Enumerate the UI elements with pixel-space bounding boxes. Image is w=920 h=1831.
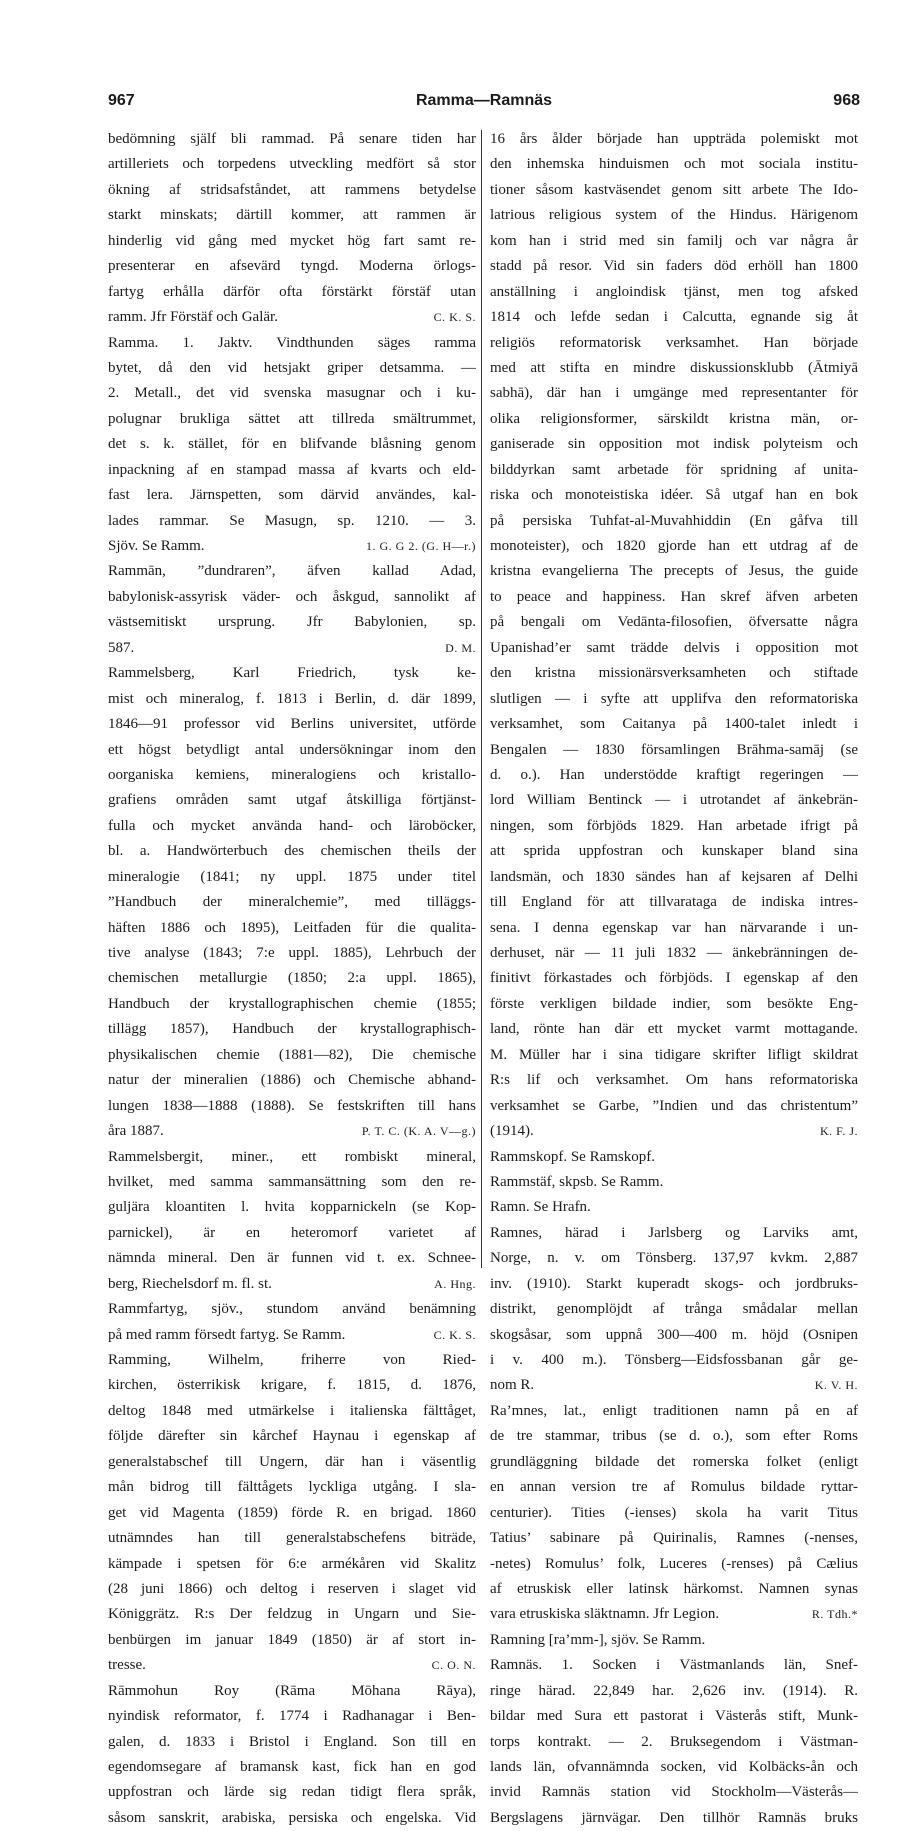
line-text: Ramnes, härad i Jarlsberg og Larviks amt, <box>490 1224 858 1241</box>
text-line <box>108 356 476 381</box>
line-text: 16 års ålder började han uppträda polemiskt mot <box>490 131 858 147</box>
text-line <box>108 152 476 177</box>
line-text: inv. (1910). Starkt kuperadt skogs- och jordbruks- <box>490 1275 858 1292</box>
line-text: nyindisk reformator, f. 1774 i Radhanagar i Ben- <box>108 1708 476 1725</box>
text-line <box>108 636 476 661</box>
text-line <box>490 1806 858 1831</box>
line-text: det s. k. stället, för en blifvande blåsning genom <box>108 436 476 453</box>
line-text: sena. I denna egenskap var han närvarande i un- <box>490 919 858 936</box>
line-text: bytet, då den vid hetsjakt griper detsamma. — <box>108 359 476 376</box>
line-text: tive analyse (1843; 7:e uppl. 1885), Lehrbuch der <box>108 945 476 961</box>
text-line <box>490 331 858 356</box>
line-text: oorganiska kemiens, mineralogiens och kristallo- <box>108 766 476 783</box>
text-line <box>108 687 476 712</box>
text-line <box>108 1628 476 1653</box>
text-line <box>490 1755 858 1780</box>
line-text: egendomsegare af bramansk kast, fick han en god <box>108 1759 476 1775</box>
line-text: ”Handbuch der mineralchemie”, med tilläggs- <box>108 894 476 911</box>
text-line <box>108 509 476 534</box>
line-text: (1914). <box>490 1123 534 1140</box>
text-line <box>490 763 858 788</box>
line-text: berg, Riechelsdorf m. fl. st. <box>108 1275 272 1292</box>
page-number-left: 967 <box>108 92 135 109</box>
text-line <box>490 1272 858 1297</box>
text-line <box>490 890 858 915</box>
text-line <box>108 1373 476 1398</box>
text-line <box>108 1297 476 1322</box>
text-line <box>490 1348 858 1373</box>
line-text: ett högst betydligt antal undersökningar inom den <box>108 741 476 758</box>
line-text: Ramn. Se Hrafn. <box>490 1199 591 1216</box>
text-line <box>108 992 476 1017</box>
line-text: uppfostran och lärde sig redan tidigt flera språk, <box>108 1784 476 1801</box>
text-line <box>490 280 858 305</box>
text-line <box>490 1475 858 1500</box>
text-line <box>108 814 476 839</box>
line-text: grafiens områden samt utgaf åtskilliga förtjänst- <box>108 792 476 809</box>
text-line <box>490 1450 858 1475</box>
text-line <box>108 661 476 686</box>
line-text: i v. 400 m.). Tönsberg—Eidsfossbanan går ge- <box>490 1352 858 1368</box>
line-text: centurier). Tities (-ienses) skola ha varit Titus <box>490 1504 858 1521</box>
line-text: hinderlig vid gång med mycket hög fart samt re- <box>108 232 476 249</box>
author-signature: K. V. H. <box>814 1378 858 1393</box>
line-text: Rammelsberg, Karl Friedrich, tysk ke- <box>108 665 476 682</box>
line-text: inpackning af en stampad massa af kvarts och eld- <box>108 461 476 478</box>
text-line <box>108 1475 476 1500</box>
text-line <box>490 1424 858 1449</box>
line-text: de tre stammar, tribus (se d. o.), som efter Roms <box>490 1428 858 1445</box>
line-text: Rammfartyg, sjöv., stundom använd benämning <box>108 1301 476 1318</box>
text-line <box>490 636 858 661</box>
line-text: fartyg erhålla därför ofta förstärkt förstäf utan <box>108 283 476 300</box>
line-text: Upanishad’er samt trädde delvis i opposition mot <box>490 639 858 656</box>
line-text: mineralogie (1841; ny uppl. 1875 under titel <box>108 868 476 885</box>
author-signature: R. Tdh.* <box>811 1607 858 1622</box>
line-text: benbürgen im januar 1849 (1850) är af stort in- <box>108 1631 476 1648</box>
text-line <box>108 839 476 864</box>
text-line <box>108 1195 476 1220</box>
line-text: deltog 1848 med utmärkelse i italienska fälttåget, <box>108 1402 476 1419</box>
text-line <box>108 1094 476 1119</box>
column-divider <box>481 130 482 1268</box>
line-text: verksamhet se Garbe, ”Indien und das christentum” <box>490 1097 858 1114</box>
text-line <box>108 890 476 915</box>
line-text: M. Müller har i sina tidigare skrifter lifligt skildrat <box>490 1046 858 1063</box>
text-line <box>490 407 858 432</box>
text-line <box>108 585 476 610</box>
line-text: kom han i strid med sin familj och var några år <box>490 232 858 249</box>
line-text: 1814 och lefde sedan i Calcutta, egnande sig åt <box>490 309 858 326</box>
text-line <box>490 1221 858 1246</box>
line-text: att sprida uppfostran och kunskaper bland sina <box>490 843 858 860</box>
line-text: anställning i angloindisk tjänst, men tog afsked <box>490 283 858 300</box>
line-text: tioner såsom kastväsendet genom sitt arbete The Ido- <box>490 181 858 198</box>
line-text: mån bidrog till fälttågets lyckliga utgång. I sla- <box>108 1479 476 1496</box>
text-line <box>490 509 858 534</box>
text-line <box>490 1323 858 1348</box>
text-line <box>108 1170 476 1195</box>
text-line <box>108 407 476 432</box>
text-line <box>490 610 858 635</box>
line-text: 2. Metall., det vid svenska masugnar och i ku- <box>108 385 476 402</box>
author-signature: C. O. N. <box>431 1658 476 1673</box>
line-text: bildar med Sura ett pastorat i Västerås stift, Munk- <box>490 1708 858 1725</box>
text-line <box>108 1348 476 1373</box>
text-line <box>490 966 858 991</box>
line-text: Rāmmohun Roy (Rāma Mōhana Rāya), <box>108 1682 476 1699</box>
author-signature: D. M. <box>445 640 476 655</box>
line-text: ringe härad. 22,849 har. 2,626 inv. (1914). R. <box>490 1682 858 1699</box>
line-text: babylonisk-assyrisk väder- och åskgud, sannolikt af <box>108 588 476 605</box>
line-text: förste verkligen bildade indier, som besökte Eng- <box>490 995 858 1012</box>
text-line <box>108 1653 476 1678</box>
page-number-right: 968 <box>833 92 860 109</box>
text-line <box>490 483 858 508</box>
line-text: bilddyrkan samt arbetade för spridning af unita- <box>490 461 858 478</box>
line-text: artilleriets och torpedens utveckling medfört så stor <box>108 156 476 173</box>
line-text: torps kontrakt. — 2. Bruksegendom i Västman- <box>490 1733 858 1750</box>
text-line <box>490 992 858 1017</box>
line-text: R:s lif och verksamhet. Om hans reformatoriska <box>490 1072 858 1089</box>
line-text: lord William Bentinck — i utrotandet af änkebrän- <box>490 792 858 809</box>
text-line <box>108 610 476 635</box>
line-text: västsemitiskt ursprung. Jfr Babylonien, sp. <box>108 614 476 631</box>
line-text: get vid Magenta (1859) förde R. en brigad. 1860 <box>108 1504 476 1521</box>
text-line <box>108 1577 476 1602</box>
line-text: Handbuch der krystallographischen chemie (1855; <box>108 995 476 1012</box>
text-line <box>108 941 476 966</box>
line-text: lungen 1838—1888 (1888). Se festskriften till hans <box>108 1097 476 1114</box>
line-text: Norge, n. v. om Tönsberg. 137,97 kvkm. 2,887 <box>490 1250 858 1267</box>
text-line <box>490 1501 858 1526</box>
line-text: generalstabschef till Ungern, där han i väsentlig <box>108 1453 476 1470</box>
line-text: ganiserade sin opposition mot indisk polyteism och <box>490 436 858 453</box>
text-line <box>108 712 476 737</box>
running-title: Ramma—Ramnäs <box>415 92 553 109</box>
line-text: häften 1886 och 1895), Leitfaden für die qualita- <box>108 919 476 936</box>
text-line <box>108 1526 476 1551</box>
line-text: kämpade i spetsen för 6:e armékåren vid Skalitz <box>108 1555 476 1572</box>
line-text: Bengalen — 1830 församlingen Brāhma-samāj (se <box>490 741 858 758</box>
line-text: parnickel), är en heteromorf varietet af <box>108 1224 476 1241</box>
text-line <box>108 1068 476 1093</box>
text-line <box>108 1602 476 1627</box>
line-text: vara etruskiska släktnamn. Jfr Legion. <box>490 1606 720 1623</box>
line-text: landsmän, och 1830 sändes han af kejsaren af Delhi <box>490 868 858 885</box>
line-text: to peace and happiness. Han skref äfven arbeten <box>490 588 858 605</box>
line-text: ramm. Jfr Förstäf och Galär. <box>108 309 278 326</box>
line-text: på bengali om Vedānta-filosofien, öfversatte några <box>490 614 858 631</box>
text-line <box>108 1119 476 1144</box>
line-text: -netes) Romulus’ folk, Luceres (-renses) på Cælius <box>490 1555 858 1572</box>
text-line <box>108 1424 476 1449</box>
line-text: chemischen metallurgie (1850; 2:a uppl. 1865), <box>108 970 476 987</box>
text-line <box>490 1602 858 1627</box>
text-line <box>108 254 476 279</box>
line-text: Tatius’ sabinare på Quirinalis, Ramnes (-nenses, <box>490 1530 858 1547</box>
author-signature: A. Hng. <box>434 1276 476 1291</box>
line-text: af etruskisk eller latinsk härkomst. Namnen synas <box>490 1580 858 1597</box>
text-line <box>108 127 476 152</box>
text-line <box>108 1246 476 1271</box>
line-text: galen, d. 1833 i Bristol i England. Son till en <box>108 1733 476 1750</box>
line-text: Ramming, Wilhelm, friherre von Ried- <box>108 1352 476 1368</box>
text-line <box>490 458 858 483</box>
line-text: till England för att tillvarataga de indiska intres- <box>490 894 858 911</box>
line-text: d. o.). Han understödde kraftigt regeringen — <box>490 766 858 783</box>
text-line <box>490 1094 858 1119</box>
line-text: ningen, som förbjöds 1829. Han arbetade ifrigt på <box>490 817 858 834</box>
text-line <box>490 916 858 941</box>
line-text: olika religionsformer, särskildt kristna män, or- <box>490 410 858 427</box>
line-text: bedömning själf bli rammad. På senare tiden har <box>108 131 476 147</box>
line-text: såsom sanskrit, arabiska, persiska och engelska. Vid <box>108 1809 476 1826</box>
line-text: Ramma. 1. Jaktv. Vindthunden säges ramma <box>108 334 476 351</box>
text-line <box>490 381 858 406</box>
line-text: skogsåsar, som uppnå 300—400 m. höjd (Osnipen <box>490 1326 858 1343</box>
line-text: starkt minskats; därtill kommer, att rammen är <box>108 207 476 224</box>
line-text: stadd på resor. Vid sin faders död erhöll han 1800 <box>490 258 858 275</box>
line-text: tillägg 1857), Handbuch der krystallographisch- <box>108 1021 476 1038</box>
text-line <box>490 1577 858 1602</box>
line-text: Rammskopf. Se Ramskopf. <box>490 1148 655 1165</box>
text-line <box>108 178 476 203</box>
text-line <box>490 356 858 381</box>
author-signature: C. K. S. <box>433 310 476 325</box>
text-line <box>490 127 858 152</box>
text-line <box>490 687 858 712</box>
line-text: den inhemska hinduismen och mot sociala institu- <box>490 156 858 173</box>
text-line <box>490 152 858 177</box>
line-text: Rammān, ”dundraren”, äfven kallad Adad, <box>108 563 476 580</box>
text-line <box>108 966 476 991</box>
text-line <box>490 305 858 330</box>
text-line <box>108 1730 476 1755</box>
running-header <box>108 92 860 116</box>
line-text: Bergslagens järnvägar. Den tillhör Ramnäs bruks <box>490 1809 858 1826</box>
text-line <box>108 738 476 763</box>
text-line <box>108 1017 476 1042</box>
text-line <box>490 738 858 763</box>
line-text: latrious religious system of the Hindus. Härigenom <box>490 207 858 224</box>
text-line <box>490 1145 858 1170</box>
line-text: Rammstäf, skpsb. Se Ramm. <box>490 1173 664 1190</box>
text-line <box>490 1679 858 1704</box>
line-text: med att stifta en mindre diskussionsklubb (Ātmiyā <box>490 359 858 376</box>
line-text: 587. <box>108 639 135 656</box>
line-text: monoteister), och 1820 gjorde han ett utdrag af de <box>490 538 858 554</box>
text-line <box>490 1297 858 1322</box>
text-line <box>108 1399 476 1424</box>
line-text: natur der mineralien (1886) och Chemische abhand- <box>108 1072 476 1089</box>
text-line <box>490 1399 858 1424</box>
text-line <box>490 1017 858 1042</box>
text-line <box>108 432 476 457</box>
line-text: kristna evangelierna The precepts of Jesus, the guide <box>490 563 858 580</box>
line-text: åra 1887. <box>108 1123 164 1140</box>
text-line <box>108 458 476 483</box>
line-text: Sjöv. Se Ramm. <box>108 538 205 554</box>
line-text: polugnar brukliga sättet att tillreda smältrummet, <box>108 410 476 427</box>
line-text: fulla och mycket använda hand- och läroböcker, <box>108 817 476 834</box>
line-text: religiös reformatorisk verksamhet. Han började <box>490 334 858 351</box>
line-text: bl. a. Handwörterbuch des chemischen theils der <box>108 843 476 860</box>
line-text: lands län, ofvannämnda socken, vid Kolbäcks-ån och <box>490 1759 858 1775</box>
text-line <box>490 178 858 203</box>
line-text: mist och mineralog, f. 1813 i Berlin, d. där 1899, <box>108 690 476 707</box>
line-text: Ramnäs. 1. Socken i Västmanlands län, Snef- <box>490 1657 858 1674</box>
text-line <box>490 1119 858 1144</box>
text-line <box>490 559 858 584</box>
text-line <box>108 229 476 254</box>
text-line <box>490 1653 858 1678</box>
line-text: (28 juni 1866) och deltog i reserven i slaget vid <box>108 1580 476 1597</box>
line-text: derhuset, när — 11 juli 1832 — änkebränningen de- <box>490 945 858 961</box>
line-text: physikalischen chemie (1881—82), Die chemische <box>108 1046 476 1063</box>
text-line <box>108 1780 476 1805</box>
line-text: utnämndes han till generalstabschefens biträde, <box>108 1530 476 1547</box>
line-text: en annan version tre af Romulus bildade ryttar- <box>490 1479 858 1496</box>
text-line <box>490 1068 858 1093</box>
line-text: 1846—91 professor vid Berlins universitet, utförde <box>108 716 476 733</box>
author-signature: P. T. C. (K. A. V—g.) <box>361 1124 476 1139</box>
text-line <box>490 1043 858 1068</box>
line-text: kirchen, österrikisk krigare, f. 1815, d. 1876, <box>108 1377 476 1394</box>
text-line <box>490 788 858 813</box>
line-text: distrikt, genomplöjdt af trånga smådalar mellan <box>490 1301 858 1318</box>
text-line <box>108 1552 476 1577</box>
text-line <box>108 331 476 356</box>
left-column <box>108 127 476 1831</box>
text-line <box>490 1526 858 1551</box>
text-line <box>108 788 476 813</box>
line-text: lades rammar. Se Masugn, sp. 1210. — 3. <box>108 512 476 529</box>
line-text: riska och monoteistiska idéer. Så utgaf han en bok <box>490 487 858 504</box>
text-line <box>490 712 858 737</box>
text-line <box>108 1755 476 1780</box>
text-line <box>108 1145 476 1170</box>
text-line <box>108 1272 476 1297</box>
text-line <box>490 814 858 839</box>
text-line <box>108 381 476 406</box>
text-line <box>108 1043 476 1068</box>
text-line <box>108 1679 476 1704</box>
text-line <box>490 1195 858 1220</box>
author-signature: 1. G. G 2. (G. H—r.) <box>366 539 476 553</box>
text-line <box>108 1323 476 1348</box>
line-text: invid Ramnäs station vid Stockholm—Västerås— <box>490 1784 858 1801</box>
line-text: finitivt förkastades och förbjöds. I egenskap af den <box>490 970 858 987</box>
text-line <box>490 1246 858 1271</box>
text-line <box>490 1552 858 1577</box>
line-text: följde därefter sin kårchef Haynau i egenskap af <box>108 1428 476 1445</box>
text-line <box>108 916 476 941</box>
text-line <box>490 1780 858 1805</box>
text-line <box>490 1373 858 1398</box>
line-text: fast lera. Järnspetten, som därvid användes, kal- <box>108 487 476 504</box>
line-text: Rammelsbergit, miner., ett rombiskt mineral, <box>108 1148 476 1165</box>
text-line <box>108 280 476 305</box>
text-line <box>108 483 476 508</box>
text-line <box>490 1628 858 1653</box>
text-line <box>108 534 476 559</box>
text-line <box>108 1221 476 1246</box>
line-text: tresse. <box>108 1657 146 1674</box>
line-text: sabhā), där han i umgänge med representanter för <box>490 385 858 402</box>
line-text: på med ramm försedt fartyg. Se Ramm. <box>108 1326 346 1343</box>
text-line <box>490 229 858 254</box>
text-line <box>108 559 476 584</box>
line-text: presenterar en afsevärd tyngd. Moderna örlogs- <box>108 258 476 275</box>
author-signature: K. F. J. <box>819 1124 858 1139</box>
text-line <box>490 1730 858 1755</box>
text-line <box>108 865 476 890</box>
text-line <box>108 1806 476 1831</box>
line-text: grundläggning bildade det romerska folket (enligt <box>490 1453 858 1470</box>
line-text: guljära kloantiten l. hvita kopparnickeln (se Kop- <box>108 1199 476 1216</box>
text-line <box>108 763 476 788</box>
line-text: nämnda mineral. Den är funnen vid t. ex. Schnee- <box>108 1250 476 1267</box>
line-text: ökning af stridsafståndet, att rammens betydelse <box>108 181 476 198</box>
text-line <box>490 941 858 966</box>
line-text: på persiska Tuhfat-al-Muvahhiddin (En gåfva till <box>490 512 858 529</box>
text-line <box>490 661 858 686</box>
line-text: verksamhet, som Caitanya på 1400-talet inledt i <box>490 716 858 733</box>
text-line <box>108 1501 476 1526</box>
text-line <box>490 1170 858 1195</box>
text-line <box>490 839 858 864</box>
line-text: Ramning [ra’mm-], sjöv. Se Ramm. <box>490 1631 706 1648</box>
line-text: hvilket, med samma sammansättning som den re- <box>108 1173 476 1190</box>
text-line <box>108 1450 476 1475</box>
text-line <box>108 1704 476 1729</box>
text-line <box>490 254 858 279</box>
author-signature: C. K. S. <box>433 1327 476 1342</box>
text-line <box>490 585 858 610</box>
line-text: slutligen — i syfte att upplifva den reformatoriska <box>490 690 858 707</box>
text-line <box>490 1704 858 1729</box>
line-text: Ra’mnes, lat., enligt traditionen namn på en af <box>490 1402 858 1419</box>
text-line <box>490 534 858 559</box>
line-text: Königgrätz. R:s Der feldzug in Ungarn und Sie- <box>108 1606 476 1623</box>
line-text: den kristna missionärsverksamheten och stiftade <box>490 665 858 682</box>
text-line <box>490 865 858 890</box>
text-line <box>490 432 858 457</box>
right-column <box>490 127 858 1831</box>
text-line <box>108 305 476 330</box>
line-text: nom R. <box>490 1377 535 1394</box>
text-line <box>490 203 858 228</box>
text-line <box>108 203 476 228</box>
line-text: land, rönte han där ett mycket varmt mottagande. <box>490 1021 858 1038</box>
